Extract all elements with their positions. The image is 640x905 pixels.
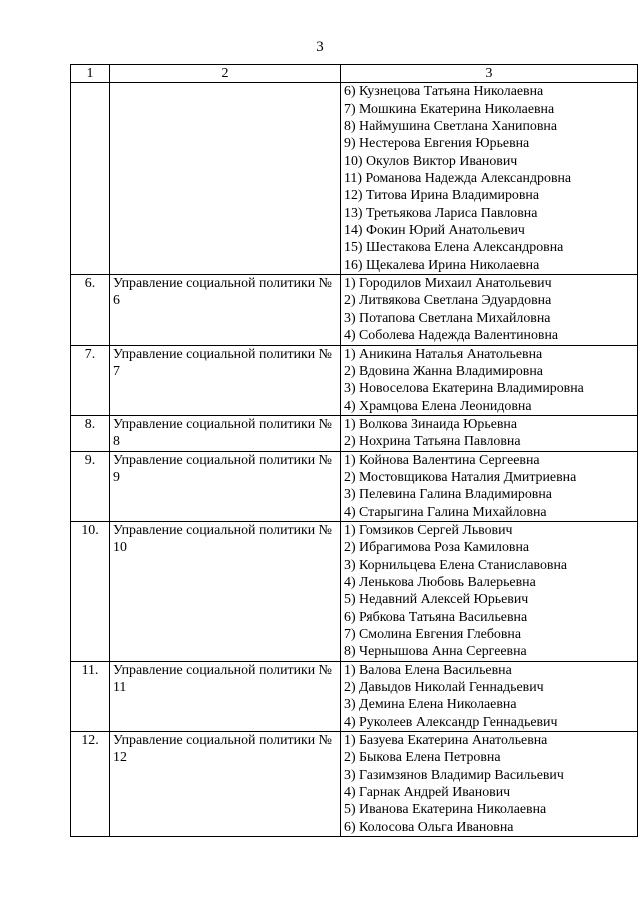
member-name: 2) Давыдов Николай Геннадьевич	[344, 680, 544, 696]
member-name: 4) Гарнак Андрей Иванович	[344, 785, 511, 801]
member-name: 9) Нестерова Евгения Юрьевна	[344, 136, 530, 152]
member-name: 1) Койнова Валентина Сергеевна	[344, 452, 540, 468]
department-name: Управление социальной политики № 12	[110, 732, 341, 837]
member-name: 2) Мостовщикова Наталия Дмитриевна	[344, 469, 577, 485]
member-list	[341, 415, 638, 451]
header-col-2: 2	[110, 65, 341, 83]
member-name: 2) Вдовина Жанна Владимировна	[344, 363, 543, 379]
member-name: 10) Окулов Виктор Иванович	[344, 153, 518, 169]
member-name: 1) Аникина Наталья Анатольевна	[344, 346, 543, 362]
member-name: 4) Ленькова Любовь Валерьевна	[344, 574, 536, 590]
member-name: 7) Мошкина Екатерина Николаевна	[344, 101, 555, 117]
member-name: 6) Колосова Ольга Ивановна	[344, 819, 514, 835]
member-list	[341, 83, 638, 275]
row-number	[71, 83, 110, 275]
member-name: 3) Новоселова Екатерина Владимировна	[344, 381, 584, 397]
member-name: 2) Быкова Елена Петровна	[344, 750, 501, 766]
row-number: 9.	[71, 451, 110, 521]
department-name: Управление социальной политики № 6	[110, 275, 341, 345]
row-number: 12.	[71, 732, 110, 837]
header-col-3: 3	[341, 65, 638, 83]
member-name: 3) Пелевина Галина Владимировна	[344, 487, 552, 503]
member-list	[341, 521, 638, 661]
member-name: 4) Храмцова Елена Леонидовна	[344, 398, 532, 414]
member-name: 7) Смолина Евгения Глебовна	[344, 627, 522, 642]
table-row	[71, 661, 638, 731]
member-name: 3) Корнильцева Елена Станиславовна	[344, 557, 568, 573]
commission-table	[70, 64, 638, 837]
member-list	[341, 275, 638, 345]
table-row	[71, 275, 638, 345]
member-name: 6) Рябкова Татьяна Васильевна	[344, 609, 528, 625]
row-number: 11.	[71, 661, 110, 731]
department-name: Управление социальной политики № 11	[110, 661, 341, 731]
table-row	[71, 83, 638, 275]
table-row	[71, 732, 638, 837]
member-name: 5) Иванова Екатерина Николаевна	[344, 802, 547, 818]
page-number: 3	[316, 39, 324, 55]
member-name: 1) Гомзиков Сергей Львович	[344, 522, 513, 538]
member-list	[341, 732, 638, 837]
member-name: 11) Романова Надежда Александровна	[344, 171, 572, 187]
table-header-row	[71, 65, 638, 83]
member-list	[341, 345, 638, 415]
row-number: 8.	[71, 415, 110, 451]
member-name: 8) Наймушина Светлана Ханиповна	[344, 119, 558, 135]
member-name: 3) Газимзянов Владимир Васильевич	[344, 767, 564, 783]
member-name: 2) Ибрагимова Роза Камиловна	[344, 540, 530, 556]
member-name: 4) Старыгина Галина Михайловна	[344, 504, 547, 520]
member-name: 1) Волкова Зинаида Юрьевна	[344, 416, 518, 432]
row-number: 6.	[71, 275, 110, 345]
member-name: 3) Демина Елена Николаевна	[344, 697, 517, 713]
member-list	[341, 661, 638, 731]
member-name: 1) Базуева Екатерина Анатольевна	[344, 733, 548, 749]
row-number: 10.	[71, 521, 110, 661]
member-name: 5) Недавний Алексей Юрьевич	[344, 592, 529, 608]
member-name: 15) Шестакова Елена Александровна	[344, 240, 564, 256]
member-name: 2) Литвякова Светлана Эдуардовна	[344, 293, 552, 309]
row-number: 7.	[71, 345, 110, 415]
table-row	[71, 451, 638, 521]
table-row	[71, 521, 638, 661]
department-name: Управление социальной политики № 7	[110, 345, 341, 415]
member-name: 13) Третьякова Лариса Павловна	[344, 205, 538, 221]
member-name: 1) Городилов Михаил Анатольевич	[344, 276, 552, 292]
table-row	[71, 415, 638, 451]
member-name: 2) Нохрина Татьяна Павловна	[344, 434, 521, 450]
member-name: 4) Руколеев Александр Геннадьевич	[344, 714, 558, 730]
member-name: 12) Титова Ирина Владимировна	[344, 188, 540, 204]
department-name	[110, 83, 341, 275]
member-name: 16) Щекалева Ирина Николаевна	[344, 257, 540, 273]
member-list	[341, 451, 638, 521]
table-row	[71, 345, 638, 415]
department-name: Управление социальной политики № 10	[110, 521, 341, 661]
member-name: 3) Потапова Светлана Михайловна	[344, 310, 551, 326]
member-name: 14) Фокин Юрий Анатольевич	[344, 223, 525, 239]
header-col-1: 1	[71, 65, 110, 83]
department-name: Управление социальной политики № 9	[110, 451, 341, 521]
department-name: Управление социальной политики № 8	[110, 415, 341, 451]
member-name: 6) Кузнецова Татьяна Николаевна	[344, 84, 544, 100]
member-name: 4) Соболева Надежда Валентиновна	[344, 328, 559, 344]
member-name: 1) Валова Елена Васильевна	[344, 662, 512, 678]
member-name: 8) Чернышова Анна Сергеевна	[344, 644, 527, 660]
